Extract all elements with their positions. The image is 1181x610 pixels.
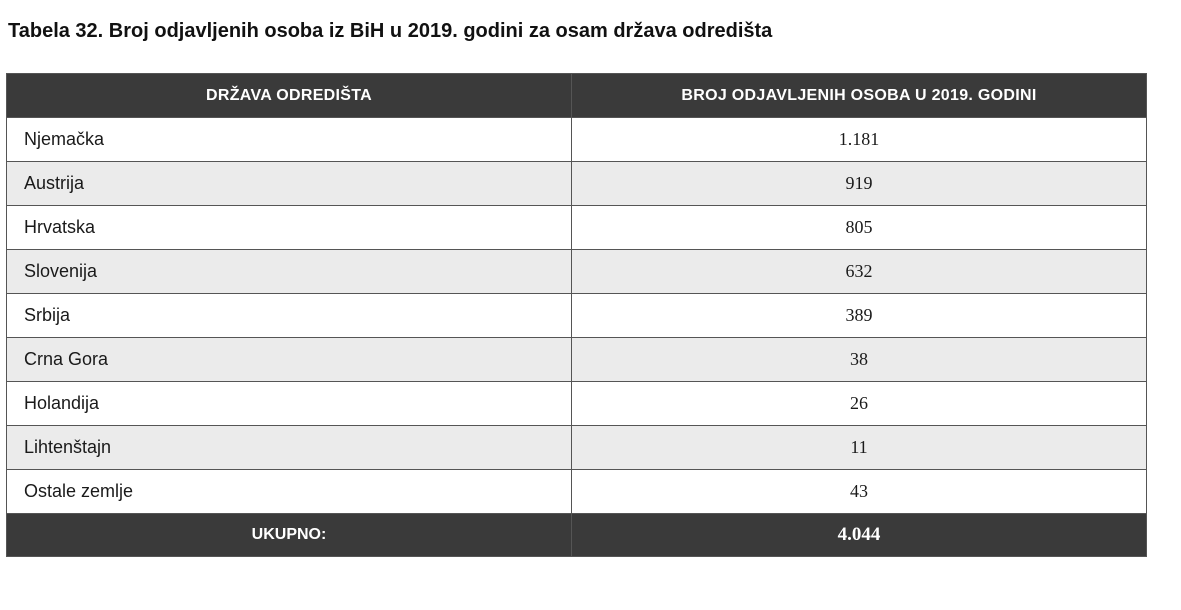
country-cell: Srbija (7, 294, 572, 338)
table-row (7, 470, 1147, 514)
country-cell: Austrija (7, 162, 572, 206)
data-table (6, 73, 1147, 557)
table-row (7, 338, 1147, 382)
column-header-country: DRŽAVA ODREDIŠTA (7, 74, 572, 118)
count-cell: 919 (572, 162, 1147, 206)
table-row (7, 382, 1147, 426)
total-label: UKUPNO: (7, 514, 572, 557)
total-row (7, 514, 1147, 557)
count-cell: 805 (572, 206, 1147, 250)
country-cell: Crna Gora (7, 338, 572, 382)
data-table-container (6, 73, 1146, 557)
table-row (7, 118, 1147, 162)
country-cell: Ostale zemlje (7, 470, 572, 514)
country-cell: Holandija (7, 382, 572, 426)
table-row (7, 250, 1147, 294)
count-cell: 43 (572, 470, 1147, 514)
count-cell: 389 (572, 294, 1147, 338)
count-cell: 632 (572, 250, 1147, 294)
country-cell: Njemačka (7, 118, 572, 162)
column-header-count: BROJ ODJAVLJENIH OSOBA U 2019. GODINI (572, 74, 1147, 118)
count-cell: 38 (572, 338, 1147, 382)
table-caption: Tabela 32. Broj odjavljenih osoba iz BiH u 2019. godini za osam država odredišta (8, 20, 773, 42)
country-cell: Hrvatska (7, 206, 572, 250)
table-row (7, 294, 1147, 338)
table-row (7, 206, 1147, 250)
table-header-row (7, 74, 1147, 118)
count-cell: 26 (572, 382, 1147, 426)
country-cell: Lihtenštajn (7, 426, 572, 470)
count-cell: 11 (572, 426, 1147, 470)
table-row (7, 426, 1147, 470)
count-cell: 1.181 (572, 118, 1147, 162)
total-value: 4.044 (572, 514, 1147, 557)
table-row (7, 162, 1147, 206)
country-cell: Slovenija (7, 250, 572, 294)
